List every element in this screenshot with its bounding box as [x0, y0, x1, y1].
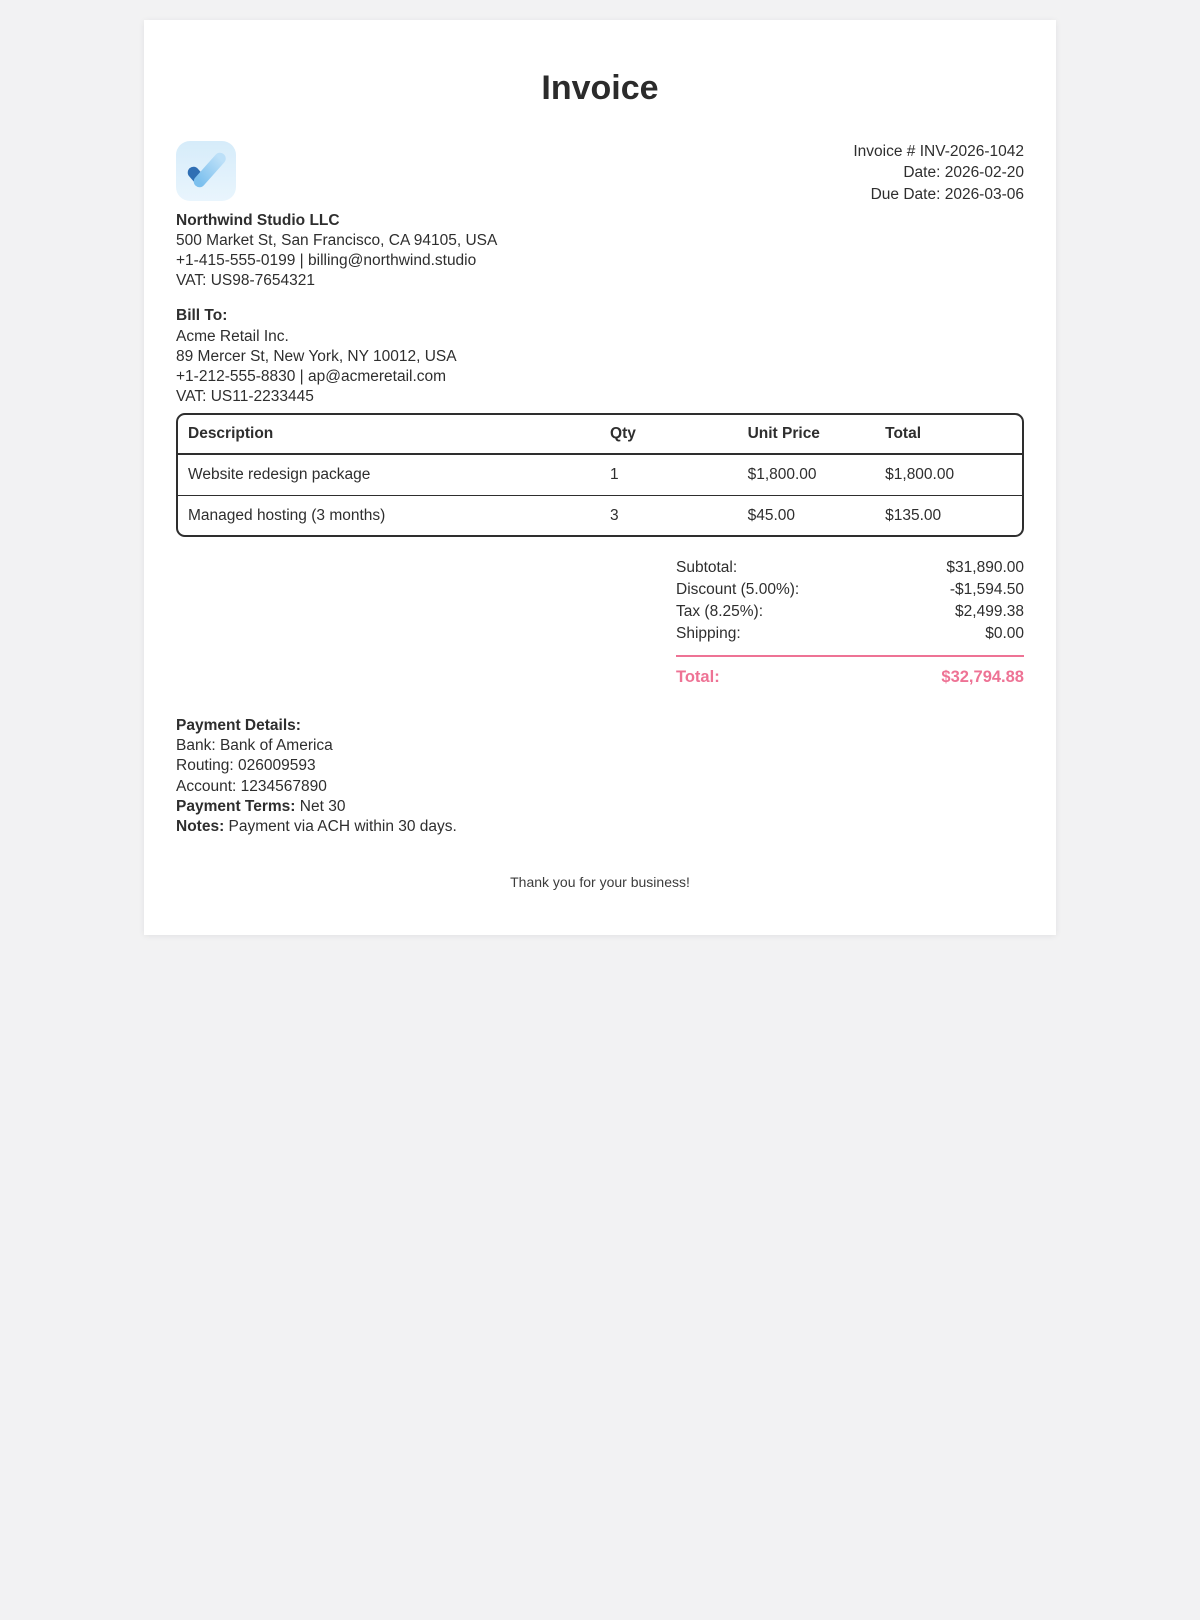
subtotal-label: Subtotal:: [676, 559, 738, 577]
shipping-row: [676, 623, 1024, 645]
invoice-number-line: [853, 141, 1024, 163]
header-unit-price: Unit Price: [738, 415, 876, 455]
cell-unit-price: $45.00: [738, 495, 876, 535]
page-title: Invoice: [541, 69, 659, 107]
invoice-meta: [853, 135, 1024, 206]
invoice-number-value: INV-2026-1042: [919, 142, 1024, 160]
tax-value: $2,499.38: [955, 603, 1024, 621]
discount-value: -$1,594.50: [949, 581, 1024, 599]
payment-details-block: [176, 716, 1024, 837]
seller-block: [176, 135, 497, 292]
bill-to-block: [176, 306, 1024, 407]
payment-account: Account: 1234567890: [176, 777, 327, 795]
payment-terms-value: Net 30: [299, 797, 346, 815]
invoice-card: [144, 20, 1056, 935]
table-row: [178, 455, 1022, 495]
bill-to-contact: +1-212-555-8830 | ap@acmeretail.com: [176, 367, 447, 385]
seller-name: Northwind Studio LLC: [176, 211, 340, 229]
invoice-header: [176, 135, 1024, 292]
bill-to-name: Acme Retail Inc.: [176, 327, 289, 345]
cell-qty: 1: [610, 466, 619, 484]
discount-row: [676, 579, 1024, 601]
header-qty: Qty: [600, 415, 738, 455]
check-icon: [176, 141, 236, 201]
table-row: [178, 495, 1022, 535]
payment-terms-label: Payment Terms:: [176, 797, 296, 815]
payment-notes-line: [176, 817, 1024, 837]
cell-description: Website redesign package: [188, 466, 371, 484]
invoice-date-line: [853, 162, 1024, 184]
table-header-row: [178, 415, 1022, 455]
subtotal-value: $31,890.00: [946, 559, 1024, 577]
payment-details-heading: Payment Details:: [176, 717, 301, 735]
cell-description: Managed hosting (3 months): [178, 495, 600, 535]
payment-terms-line: [176, 797, 1024, 817]
bill-to-vat: VAT: US11-2233445: [176, 387, 314, 405]
line-items-table: [176, 413, 1024, 537]
grand-total-label: Total:: [676, 668, 720, 687]
invoice-number-label: Invoice #: [853, 142, 916, 160]
header-description: Description: [178, 415, 600, 455]
bill-to-address: 89 Mercer St, New York, NY 10012, USA: [176, 347, 457, 365]
payment-notes-label: Notes:: [176, 817, 225, 835]
total-divider: [676, 655, 1024, 657]
subtotal-row: [676, 557, 1024, 579]
invoice-date-value: 2026-02-20: [944, 164, 1024, 182]
cell-qty: 3: [600, 495, 738, 535]
cell-total: $1,800.00: [885, 466, 955, 484]
company-logo: [176, 141, 236, 201]
seller-address: 500 Market St, San Francisco, CA 94105, USA: [176, 231, 498, 249]
grand-total-value: $32,794.88: [941, 668, 1024, 687]
tax-row: [676, 601, 1024, 623]
invoice-due-date-line: [853, 184, 1024, 206]
bill-to-heading: Bill To:: [176, 307, 228, 325]
seller-contact: +1-415-555-0199 | billing@northwind.studio: [176, 252, 477, 270]
cell-total: $135.00: [875, 495, 1022, 535]
totals-section: [176, 557, 1024, 688]
invoice-date-label: Date:: [903, 164, 941, 182]
cell-unit-price: $1,800.00: [747, 466, 817, 484]
header-total: Total: [875, 415, 1022, 455]
footer-message: Thank you for your business!: [510, 874, 690, 891]
seller-vat: VAT: US98-7654321: [176, 272, 316, 290]
discount-label: Discount (5.00%):: [676, 581, 800, 599]
shipping-value: $0.00: [985, 625, 1024, 643]
totals-block: [676, 557, 1024, 688]
payment-routing: Routing: 026009593: [176, 757, 316, 775]
shipping-label: Shipping:: [676, 625, 741, 643]
invoice-due-date-value: 2026-03-06: [944, 186, 1024, 204]
invoice-due-date-label: Due Date:: [870, 186, 941, 204]
payment-bank: Bank: Bank of America: [176, 737, 333, 755]
payment-notes-value: Payment via ACH within 30 days.: [228, 817, 457, 835]
grand-total-row: [676, 666, 1024, 688]
tax-label: Tax (8.25%):: [676, 603, 764, 621]
